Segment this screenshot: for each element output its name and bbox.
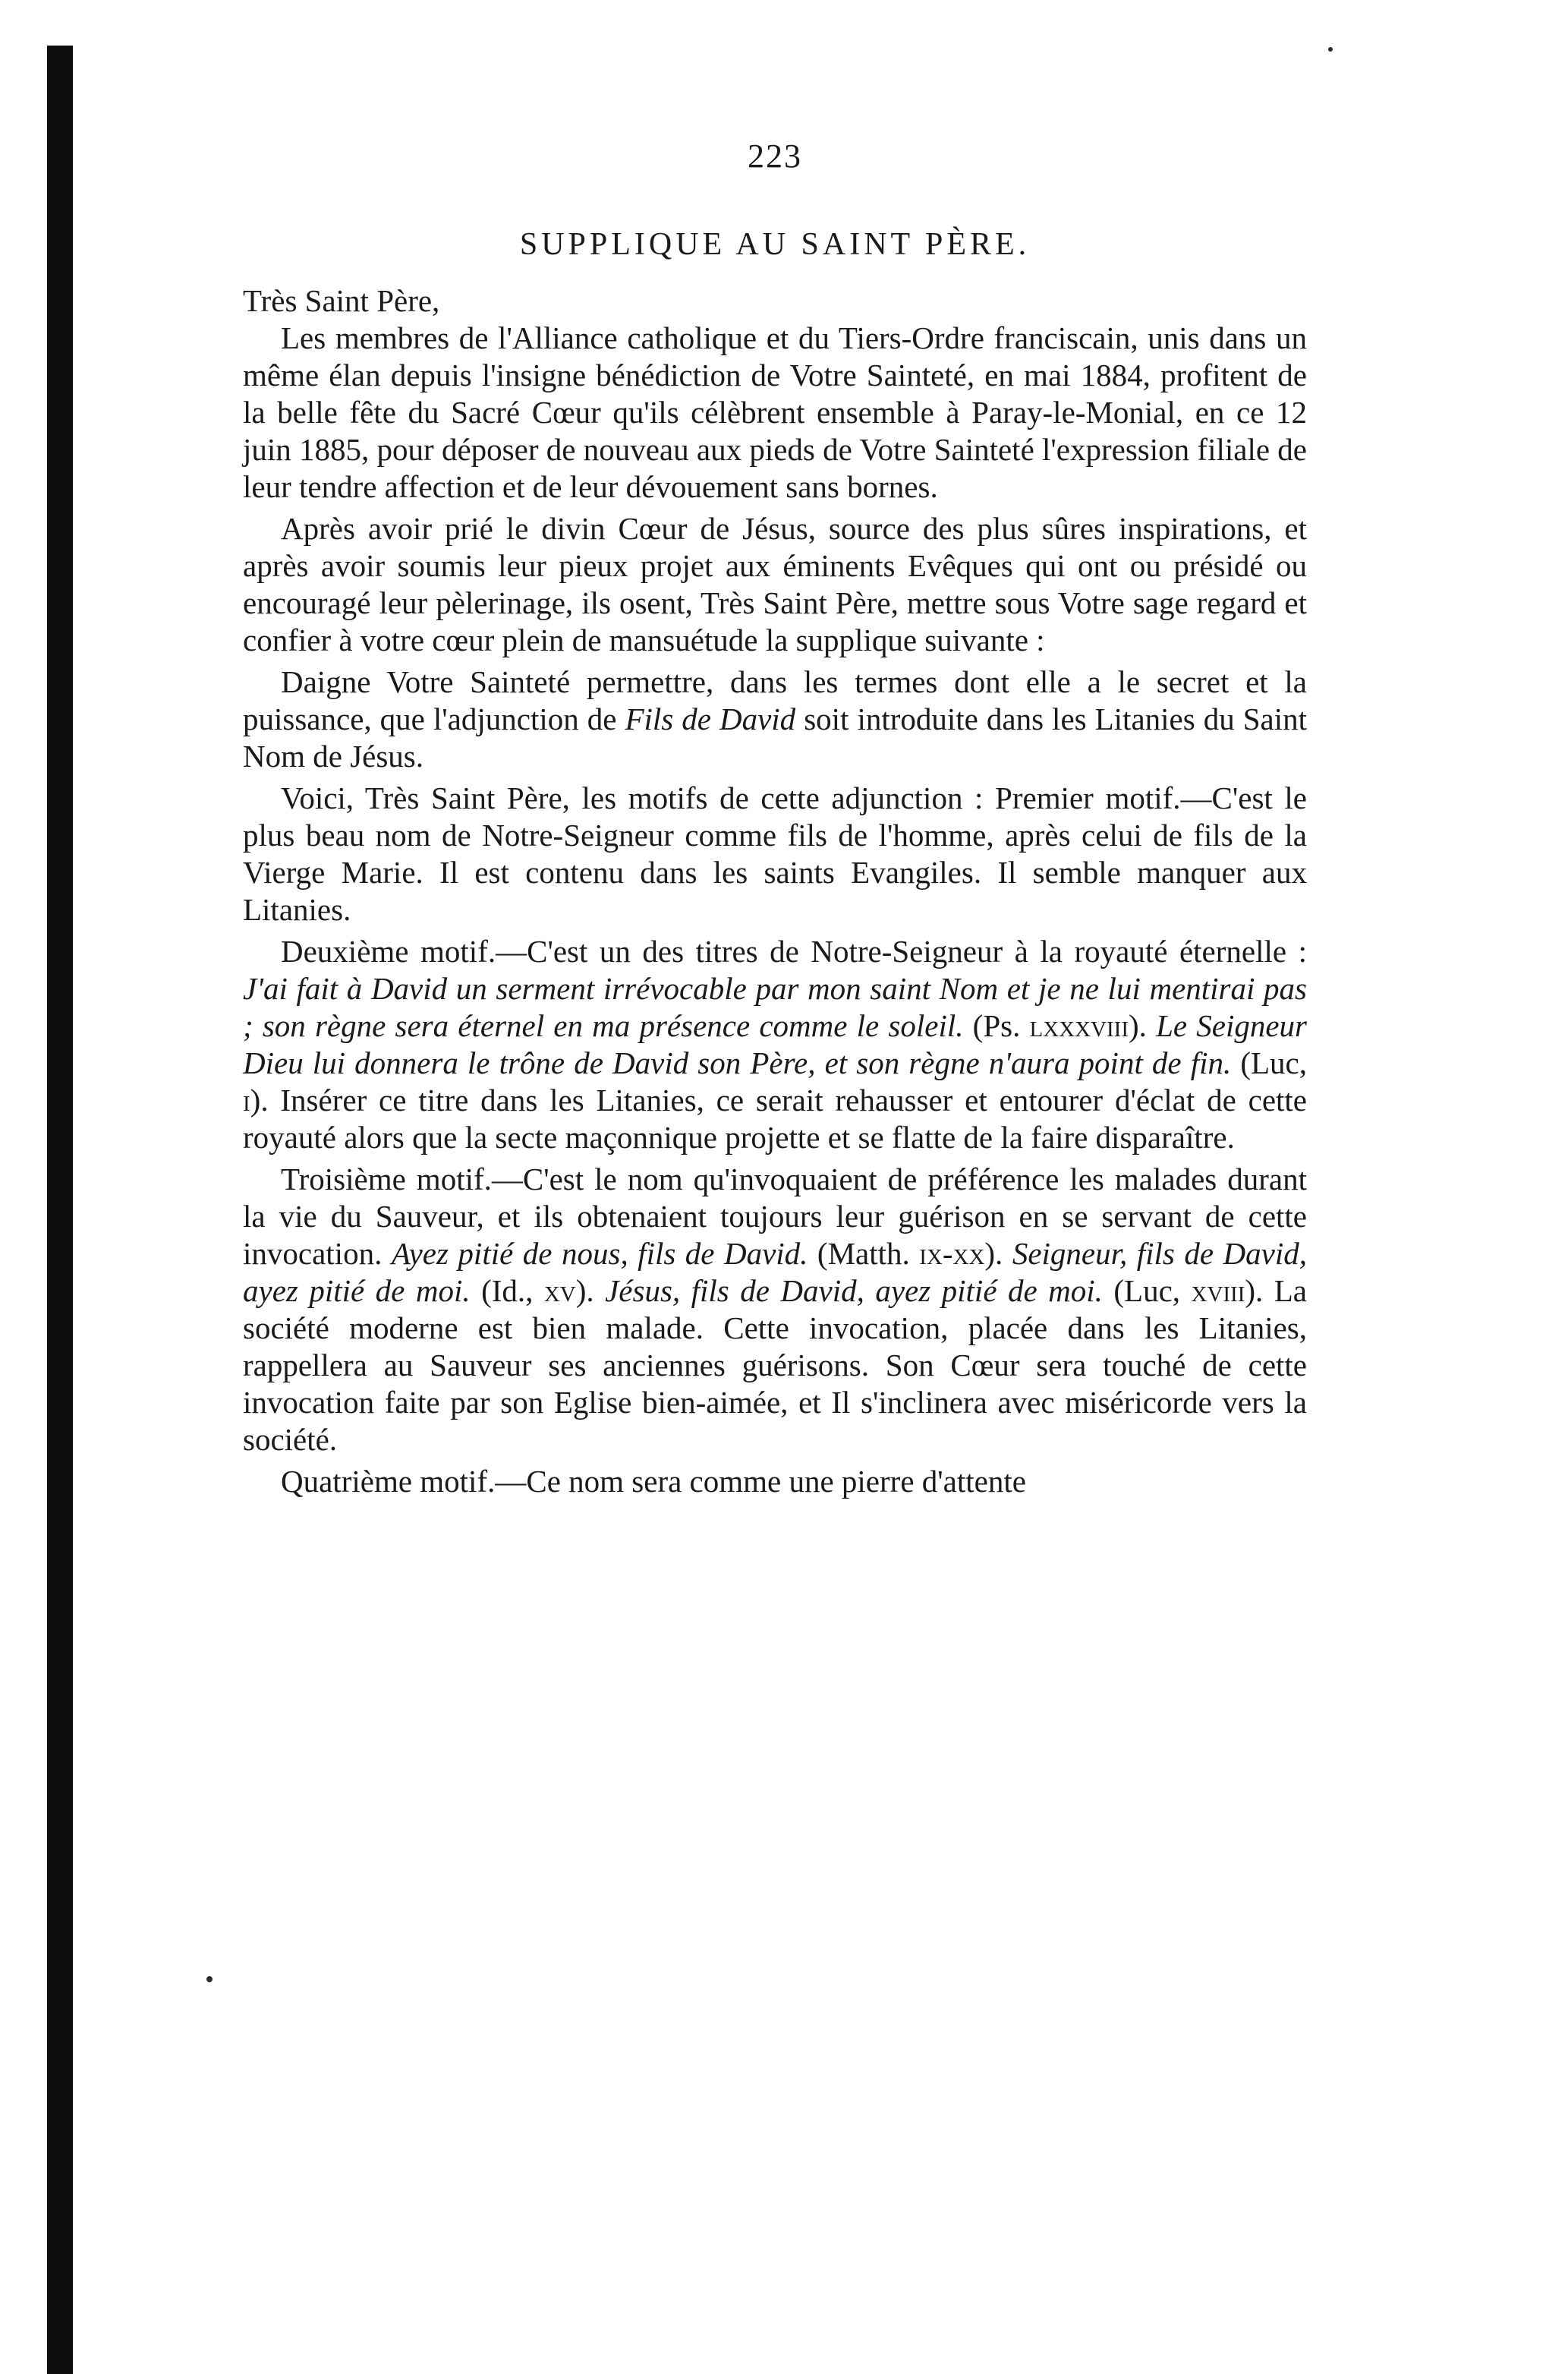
citation-numeral: lxxxviii — [1029, 1008, 1129, 1043]
text-segment: (Id., — [470, 1273, 544, 1308]
italic-text: Ayez pitié de nous, fils de David. — [391, 1236, 808, 1271]
scan-speck — [206, 1976, 213, 1982]
paragraph — [243, 933, 1307, 1156]
page-number: 223 — [748, 137, 802, 175]
text-segment: (Luc, — [1231, 1045, 1308, 1080]
body-text — [243, 320, 1307, 1500]
citation-numeral: xviii — [1191, 1273, 1245, 1308]
text-segment: Daigne Votre Sainteté permettre, dans les termes dont elle a le secret et la puissance, que l'adjunction de — [243, 664, 1307, 736]
text-segment: Les membres de l'Alliance catholique et du Tiers-Ordre franciscain, unis dans un même élan depuis l'insigne bénédiction de Votre Sainteté, en mai 1884, profitent de la belle fête du Sacré Cœur qu'ils célèbrent ensemble à Paray-le-Monial, en ce 12 juin 1885, pour déposer de nouveau aux pieds de Votre Sainteté l'expression filiale de leur tendre affection et de leur dévouement sans bornes. — [243, 320, 1307, 504]
paragraph — [243, 1463, 1307, 1500]
text-segment: ). — [575, 1273, 606, 1308]
paragraph — [243, 1161, 1307, 1458]
italic-text: Le Seigneur Dieu lui donnera le trône de David son Père, et son règne n'aura point de fin. — [243, 1008, 1307, 1080]
salutation: Très Saint Père, — [243, 283, 440, 318]
text-segment: Voici, Très Saint Père, les motifs de cette adjunction : Premier motif.—C'est le plus beau nom de Notre-Seigneur comme fils de l'homme, après celui de fils de la Vierge Marie. Il est contenu dans les saints Evangiles. Il semble manquer aux Litanies. — [243, 780, 1307, 927]
text-segment: Troisième motif.—C'est le nom qu'invoquaient de préférence les malades durant la vie du Sauveur, et ils obtenaient toujours leur guérison en se servant de cette invocation. — [243, 1162, 1307, 1271]
page-binding-edge — [47, 46, 73, 2374]
italic-text: Fils de David — [625, 701, 796, 736]
text-segment: (Luc, — [1102, 1273, 1192, 1308]
text-segment: ). — [1128, 1008, 1157, 1043]
text-segment: ). La société moderne est bien malade. Cette invocation, placée dans les Litanies, rappellera au Sauveur ses anciennes guérisons. Son Cœur sera touché de cette invocation faite par son Eglise bien-aimée, et Il s'inclinera avec miséricorde vers la société. — [243, 1273, 1307, 1457]
text-segment: ). Insérer ce titre dans les Litanies, ce serait rehausser et entourer d'éclat de cette royauté alors que la secte maçonnique projette et se flatte de la faire disparaître. — [243, 1083, 1307, 1155]
text-segment: Quatrième motif.—Ce nom sera comme une pierre d'attente — [281, 1464, 1026, 1499]
text-segment: Deuxième motif.—C'est un des titres de Notre-Seigneur à la royauté éternelle : — [281, 934, 1307, 969]
italic-text: J'ai fait à David un serment irrévocable par mon saint Nom et je ne lui mentirai pas ; son règne sera éternel en ma présence comme le soleil. — [243, 971, 1307, 1043]
citation-numeral: i — [243, 1083, 250, 1118]
italic-text: Jésus, fils de David, ayez pitié de moi. — [605, 1273, 1103, 1308]
paragraph — [243, 320, 1307, 506]
italic-text: Seigneur, fils de David, ayez pitié de moi. — [243, 1236, 1308, 1308]
text-segment: (Matth. — [808, 1236, 920, 1271]
page-heading: SUPPLIQUE AU SAINT PÈRE. — [519, 227, 1031, 262]
scan-speck — [1328, 47, 1333, 52]
text-segment: ). — [984, 1236, 1012, 1271]
paragraph — [243, 664, 1307, 775]
citation-numeral: xv — [543, 1273, 576, 1308]
text-segment: soit introduite dans les Litanies du Saint Nom de Jésus. — [243, 701, 1308, 774]
paragraph — [243, 780, 1307, 928]
text-segment: (Ps. — [963, 1008, 1030, 1043]
text-segment: Après avoir prié le divin Cœur de Jésus, source des plus sûres inspirations, et après avoir soumis leur pieux projet aux éminents Evêques qui ont ou présidé ou encouragé leur pèlerinage, ils osent, Très Saint Père, mettre sous Votre sage regard et confier à votre cœur plein de mansuétude la supplique suivante : — [243, 511, 1307, 657]
paragraph — [243, 510, 1307, 659]
book-page — [243, 137, 1307, 1505]
citation-numeral: ix-xx — [919, 1236, 985, 1271]
